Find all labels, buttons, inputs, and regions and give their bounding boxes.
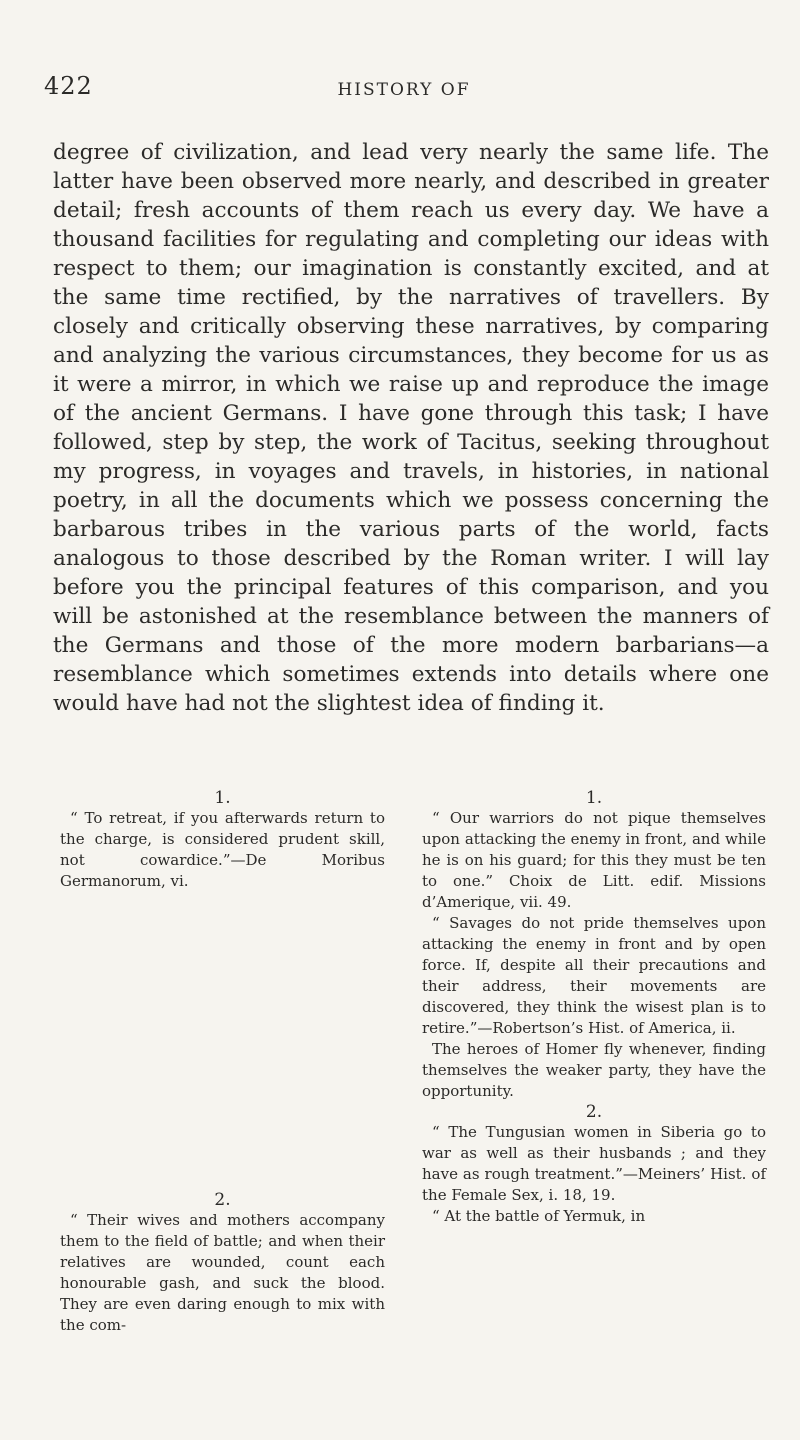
footnote-text: “ At the battle of Yermuk, in xyxy=(432,1207,646,1225)
main-text xyxy=(53,138,769,718)
footnote-text: “ Our warriors do not pique themselves upon attacking the enemy in front, and while he is on his guard; for this they must be ten to one.” Choix de Litt. edif. Missions d’Amerique, vii. 49. xyxy=(422,809,766,911)
footnote-number: 1. xyxy=(585,788,603,808)
footnote-text: “ To retreat, if you afterwards return to the charge, is considered prudent skill, not cowardice.”—De Moribus Germanorum, vi. xyxy=(60,809,385,890)
page-number: 422 xyxy=(44,72,93,100)
footnotes-right-column xyxy=(422,788,766,1227)
footnote-text: “ Their wives and mothers accompany them to the field of battle; and when their relatives are wounded, count each honourable gash, and suck the blood. They are even daring enough to mix with the com- xyxy=(60,1211,385,1334)
footnotes xyxy=(60,788,766,1428)
footnote-number: 1. xyxy=(214,788,231,808)
running-head: HISTORY OF xyxy=(337,80,471,100)
column-gap xyxy=(60,892,385,1190)
footnote-number: 2. xyxy=(585,1102,603,1122)
footnotes-left-column xyxy=(60,788,385,1336)
body-paragraph: degree of civilization, and lead very nearly the same life. The latter have been observed more nearly, and described in greater detail; fresh accounts of them reach us every day. We have a thousand facilities for regulating and completing our ideas with respect to them; our imagination is constantly excited, and at the same time rectified, by the narratives of travellers. By closely and critically observing these narratives, by comparing and analyzing the various circumstances, they become for us as it were a mirror, in which we raise up and reproduce the image of the ancient Germans. I have gone through this task; I have followed, step by step, the work of Tacitus, seeking throughout my progress, in voyages and travels, in histories, in national poetry, in all the documents which we possess concerning the barbarous tribes in the various parts of the world, facts analogous to those described by the Roman writer. I will lay before you the principal features of this comparison, and you will be astonished at the resemblance between the manners of the Germans and those of the more modern barbarians—a resemblance which sometimes extends into details where one would have had not the slightest idea of finding it. xyxy=(53,140,769,716)
footnote-number: 2. xyxy=(214,1190,231,1210)
footnote-text: “ The Tungusian women in Siberia go to war as well as their husbands ; and they have as rough treatment.”—Meiners’ Hist. of the Female Sex, i. 18, 19. xyxy=(422,1123,766,1204)
page-header xyxy=(44,72,744,112)
footnote-text: The heroes of Homer fly whenever, finding themselves the weaker party, they have the opportunity. xyxy=(422,1040,766,1100)
footnote-text: “ Savages do not pride themselves upon attacking the enemy in front and by open force. If, despite all their precautions and their address, their movements are discovered, they think the wisest plan is to retire.”—Robertson’s Hist. of America, ii. xyxy=(422,914,766,1037)
